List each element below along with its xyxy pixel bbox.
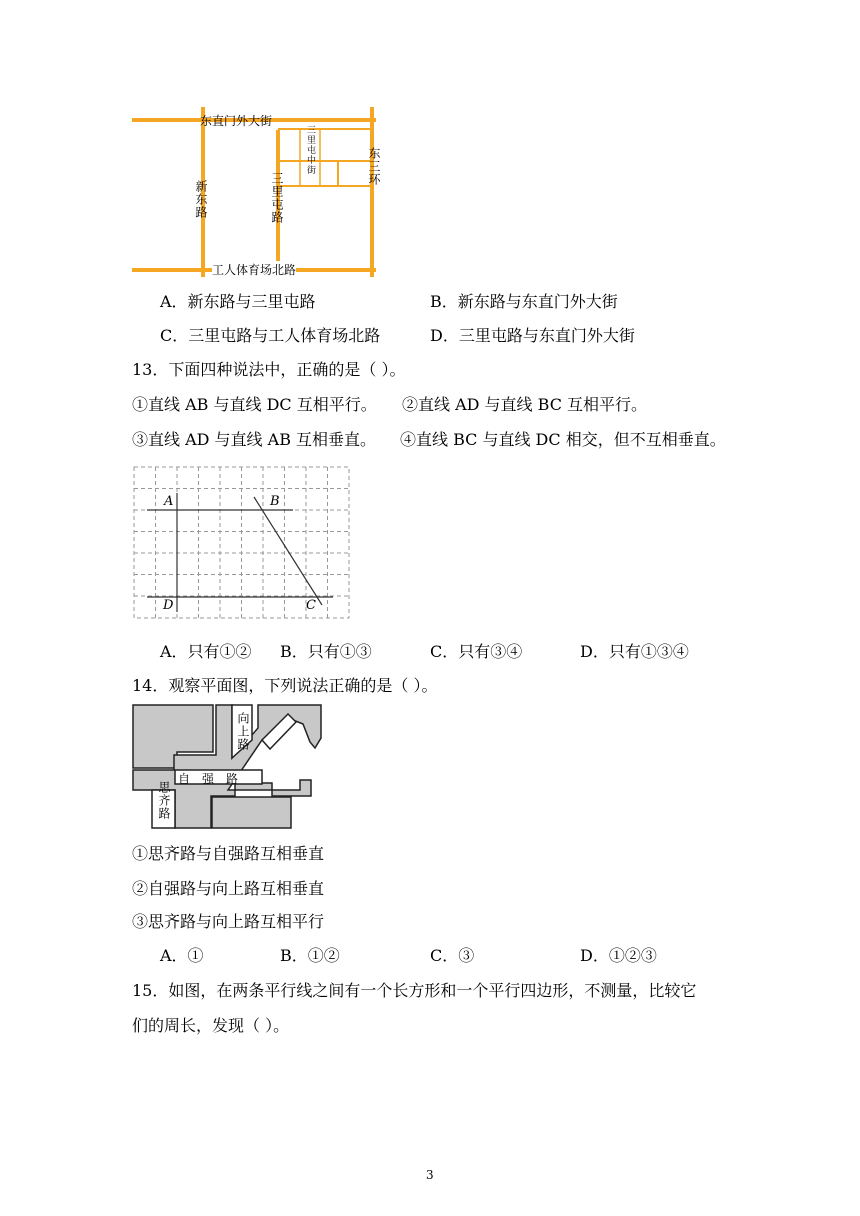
q12-option-d[interactable]: D．三里屯路与东直门外大街 (430, 326, 635, 345)
road-label-siqi: 思齐路 (157, 781, 171, 820)
road-label-xindong: 新东路 (194, 180, 208, 219)
road-label-xiangshang: 向上路 (236, 712, 250, 751)
q15-stem-line2: 们的周长，发现（ ）。 (132, 1016, 290, 1035)
q13-statement-1: ①直线 AB 与直线 DC 互相平行。 (132, 395, 377, 414)
point-label-c: C (306, 598, 316, 613)
road-label-gongti: 工人体育场北路 (212, 263, 297, 277)
q14-option-a[interactable]: A．① (160, 946, 204, 965)
road-label-sanlitun-zhongjie: 三里屯中街 (305, 125, 315, 175)
q14-option-b[interactable]: B．①② (280, 946, 340, 965)
point-label-d: D (163, 598, 174, 613)
q14-statement-1: ①思齐路与自强路互相垂直 (132, 844, 325, 863)
q13-statement-2: ②直线 AD 与直线 BC 互相平行。 (402, 395, 648, 414)
q13-statement-3: ③直线 AD 与直线 AB 互相垂直。 (132, 430, 377, 449)
point-label-b: B (270, 494, 280, 509)
q13-option-a[interactable]: A．只有①② (160, 642, 252, 661)
q13-statement-4: ④直线 BC 与直线 DC 相交，但不互相垂直。 (400, 430, 726, 449)
q13-stem: 13．下面四种说法中，正确的是（ ）。 (132, 360, 406, 379)
road-label-ziqiang: 自 强 路 (178, 772, 239, 786)
page-number: 3 (426, 1168, 434, 1182)
q14-statement-3: ③思齐路与向上路互相平行 (132, 912, 325, 931)
road-label-dongzhimen: 东直门外大街 (200, 114, 273, 128)
point-label-a: A (164, 494, 174, 509)
q14-statement-2: ②自强路与向上路互相垂直 (132, 879, 325, 898)
q13-option-c[interactable]: C．只有③④ (430, 642, 523, 661)
q14-option-c[interactable]: C．③ (430, 946, 475, 965)
road-label-dongsanhuan: 东三环 (367, 147, 381, 186)
q15-stem-line1: 15．如图，在两条平行线之间有一个长方形和一个平行四边形，不测量，比较它 (132, 981, 697, 1000)
road-label-sanlitun: 三里屯路 (270, 172, 284, 224)
q12-option-a[interactable]: A．新东路与三里屯路 (160, 292, 316, 311)
q14-stem: 14．观察平面图，下列说法正确的是（ ）。 (132, 676, 438, 695)
q14-option-d[interactable]: D．①②③ (580, 946, 657, 965)
q13-option-b[interactable]: B．只有①③ (280, 642, 372, 661)
q12-option-c[interactable]: C．三里屯路与工人体育场北路 (160, 326, 381, 345)
q12-option-b[interactable]: B．新东路与东直门外大街 (430, 292, 618, 311)
q13-option-d[interactable]: D．只有①③④ (580, 642, 689, 661)
